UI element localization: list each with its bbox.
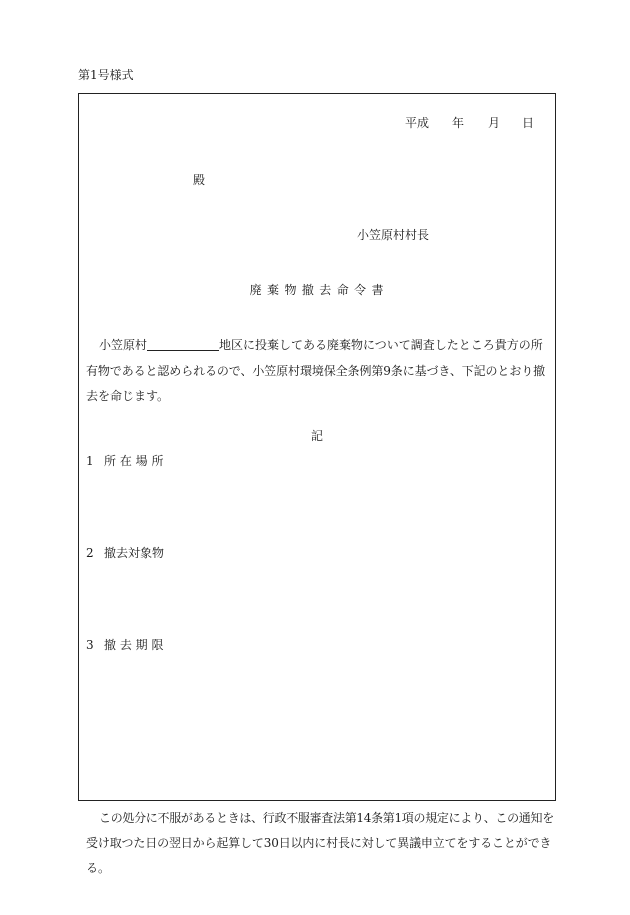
item-number: 2 <box>86 546 94 560</box>
notice-line-1: この処分に不服があるときは、行政不服審査法第14条第1項の規定により、この通知を <box>99 811 554 825</box>
date-era: 平成 <box>405 116 430 130</box>
item-number: 1 <box>86 454 94 468</box>
item-label: 撤去対象物 <box>104 546 165 560</box>
notice-line-3: る。 <box>86 861 111 875</box>
body-line-1-prefix: 小笠原村 <box>99 338 148 352</box>
document-title: 廃 棄 物 撤 去 命 令 書 <box>249 283 385 297</box>
body-line-1-suffix: 地区に投棄してある廃棄物について調査したところ貴方の所 <box>219 338 543 352</box>
body-line-2: 有物であると認められるので、小笠原村環境保全条例第9条に基づき、下記のとおり撤 <box>86 364 546 378</box>
notice-line-2: 受け取つた日の翌日から起算して30日以内に村長に対して異議申立てをすることができ <box>86 836 552 850</box>
item-label: 撤 去 期 限 <box>104 638 164 652</box>
ki-heading: 記 <box>310 429 323 443</box>
date-month-unit: 月 <box>488 116 501 130</box>
addressee-suffix: 殿 <box>193 173 206 187</box>
body-line-1 <box>99 338 543 352</box>
date-year-unit: 年 <box>452 116 465 130</box>
form-frame <box>78 93 556 801</box>
issuer-name: 小笠原村村長 <box>357 228 430 242</box>
district-blank <box>147 338 219 351</box>
item-number: 3 <box>86 638 94 652</box>
date-day-unit: 日 <box>522 116 535 130</box>
form-number: 第1号様式 <box>78 68 134 82</box>
body-line-3: 去を命じます。 <box>86 389 170 403</box>
item-label: 所 在 場 所 <box>104 454 164 468</box>
